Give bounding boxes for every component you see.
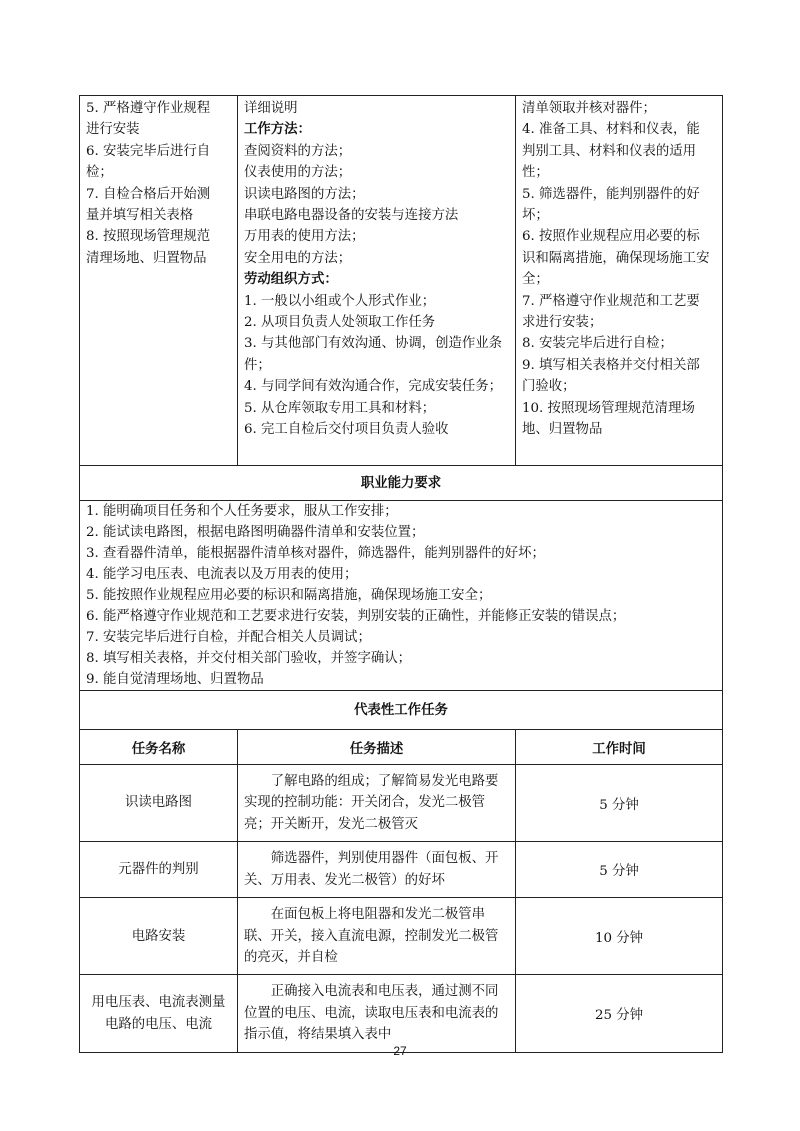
requirement-line: 9. 填写相关表格并交付相关部	[522, 357, 700, 373]
task-title-row	[80, 691, 723, 730]
work-requirements-cell	[516, 96, 723, 466]
ability-item: 1. 能明确项目任务和个人任务要求，服从工作安排；	[80, 501, 723, 523]
work-method-cell	[238, 96, 516, 466]
work-step-line: 清理场地、归置物品	[86, 250, 207, 266]
method-item: 查阅资料的方法；	[244, 143, 352, 159]
ability-row	[80, 564, 723, 585]
method-item: 识读电路图的方法；	[244, 186, 365, 202]
work-step-line: 8. 按照现场管理规范	[86, 229, 211, 245]
method-item: 串联电路电器设备的安装与连接方法	[244, 208, 459, 224]
requirement-line: 4. 准备工具、材料和仪表，能	[522, 122, 700, 138]
requirement-line: 8. 安装完毕后进行自检；	[522, 336, 673, 352]
ability-item: 3. 查看器件清单，能根据器件清单核对器件，筛选器件，能判别器件的好坏；	[80, 543, 723, 564]
requirement-line: 全；	[522, 272, 549, 288]
ability-title: 职业能力要求	[80, 466, 723, 501]
requirement-line: 门验收；	[522, 379, 576, 395]
org-title: 劳动组织方式：	[244, 271, 338, 288]
org-item: 6. 完工自检后交付项目负责人验收	[244, 422, 449, 438]
task-header-row	[80, 730, 723, 765]
task-description: 在面包板上将电阻器和发光二极管串联、开关，接入直流电源，控制发光二极管的亮灭，并自检	[244, 907, 499, 966]
task-description: 正确接入电流表和电压表，通过测不同位置的电压、电流，读取电压表和电流表的指示值，将结果填入表中	[244, 984, 499, 1043]
task-row	[80, 975, 723, 1052]
ability-row	[80, 606, 723, 627]
task-desc-cell	[238, 842, 516, 898]
ability-item: 7. 安装完毕后进行自检，并配合相关人员调试；	[80, 627, 723, 648]
method-item: 安全用电的方法；	[244, 250, 352, 266]
requirement-line: 求进行安装；	[522, 315, 603, 331]
ability-title-row	[80, 466, 723, 501]
ability-item: 9. 能自觉清理场地、归置物品	[80, 669, 723, 691]
task-desc-cell	[238, 898, 516, 975]
ability-row	[80, 522, 723, 543]
work-step-line: 5. 严格遵守作业规程	[86, 101, 211, 116]
task-description: 了解电路的组成；了解简易发光电路要实现的控制功能：开关闭合，发光二极管亮；开关断开，发光二极管灭	[244, 774, 499, 832]
task-name-cell	[80, 765, 238, 842]
task-name: 用电压表、电流表测量	[91, 995, 226, 1011]
requirement-line: 坏；	[522, 208, 549, 224]
requirement-line: 5. 筛选器件，能判别器件的好	[522, 186, 700, 202]
task-name: 电路安装	[131, 928, 186, 944]
task-name: 元器件的判别	[118, 862, 199, 878]
method-item: 仪表使用的方法；	[244, 165, 352, 181]
org-item: 3. 与其他部门有效沟通、协调，创造作业条	[244, 336, 503, 352]
task-row	[80, 765, 723, 842]
task-time: 5 分钟	[516, 765, 723, 842]
task-name-cell	[80, 975, 238, 1052]
task-name-cell	[80, 842, 238, 898]
method-title: 工作方法：	[244, 121, 311, 138]
detail-intro: 详细说明	[244, 101, 298, 116]
task-name: 电路的电压、电流	[104, 1016, 213, 1032]
ability-item: 4. 能学习电压表、电流表以及万用表的使用；	[80, 564, 723, 585]
ability-row	[80, 501, 723, 523]
requirement-line: 7. 严格遵守作业规范和工艺要	[522, 293, 700, 309]
ability-item: 2. 能试读电路图，根据电路图明确器件清单和安装位置；	[80, 522, 723, 543]
page-number: 27	[393, 1044, 407, 1058]
requirement-line: 清单领取并核对器件；	[522, 101, 656, 116]
work-process-row	[80, 96, 723, 466]
requirement-line: 10. 按照现场管理规范清理场	[522, 400, 695, 416]
requirement-line: 性；	[522, 165, 549, 181]
task-name-cell	[80, 898, 238, 975]
ability-item: 8. 填写相关表格，并交付相关部门验收，并签字确认；	[80, 648, 723, 669]
requirement-line: 识和隔离措施，确保现场施工安	[522, 250, 710, 266]
requirement-line: 判别工具、材料和仪表的适用	[522, 143, 697, 159]
work-step-line: 进行安装	[86, 122, 140, 138]
ability-item: 6. 能严格遵守作业规范和工艺要求进行安装，判别安装的正确性，并能修正安装的错误点；	[80, 606, 723, 627]
ability-row	[80, 669, 723, 691]
task-desc-cell	[238, 975, 516, 1052]
work-step-line: 7. 自检合格后开始测	[86, 186, 211, 202]
task-time: 10 分钟	[516, 898, 723, 975]
method-item: 万用表的使用方法；	[244, 229, 365, 245]
org-item: 2. 从项目负责人处领取工作任务	[244, 315, 436, 331]
task-description: 筛选器件，判别使用器件（面包板、开关、万用表、发光二极管）的好坏	[244, 851, 499, 888]
work-step-line: 检；	[86, 165, 113, 181]
ability-row	[80, 648, 723, 669]
work-step-line: 6. 安装完毕后进行自	[86, 143, 211, 159]
org-item: 5. 从仓库领取专用工具和材料；	[244, 400, 436, 416]
task-row	[80, 898, 723, 975]
ability-item: 5. 能按照作业规程应用必要的标识和隔离措施，确保现场施工安全；	[80, 585, 723, 606]
header-task-time: 工作时间	[516, 730, 723, 765]
task-name: 识读电路图	[125, 795, 192, 811]
org-item: 1. 一般以小组或个人形式作业；	[244, 293, 436, 309]
header-task-desc: 任务描述	[238, 730, 516, 765]
work-step-line: 量并填写相关表格	[86, 208, 194, 224]
ability-row	[80, 543, 723, 564]
org-item: 4. 与同学间有效沟通合作，完成安装任务；	[244, 379, 503, 395]
ability-row	[80, 585, 723, 606]
task-time: 5 分钟	[516, 842, 723, 898]
task-desc-cell	[238, 765, 516, 842]
task-row	[80, 842, 723, 898]
course-table	[79, 95, 723, 1053]
header-task-name: 任务名称	[80, 730, 238, 765]
task-time: 25 分钟	[516, 975, 723, 1052]
requirement-line: 6. 按照作业规程应用必要的标	[522, 229, 700, 245]
work-steps-cell	[80, 96, 238, 466]
task-section-title: 代表性工作任务	[80, 691, 723, 730]
ability-row	[80, 627, 723, 648]
requirement-line: 地、归置物品	[522, 422, 603, 438]
org-item: 件；	[244, 357, 271, 373]
